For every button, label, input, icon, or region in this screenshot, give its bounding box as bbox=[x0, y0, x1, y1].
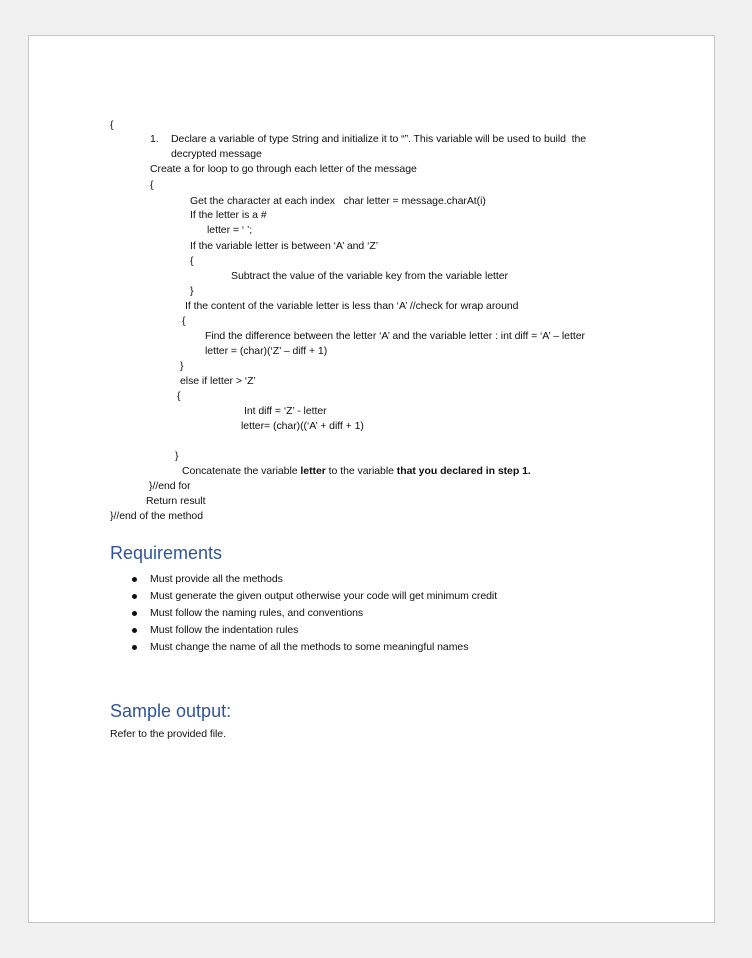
step1-number: 1. bbox=[150, 133, 159, 145]
requirement-item: Must change the name of all the methods to some meaningful names bbox=[150, 641, 469, 653]
get-char-line: Get the character at each index char letter = message.charAt(i) bbox=[190, 195, 486, 207]
end-for-line: }//end for bbox=[149, 480, 191, 492]
letter-z-line: letter = (char)(‘Z’ – diff + 1) bbox=[205, 345, 328, 357]
requirement-item: Must provide all the methods bbox=[150, 573, 283, 585]
bullet-icon bbox=[132, 577, 137, 582]
brace-close-3: } bbox=[190, 285, 194, 297]
brace-open-3: { bbox=[190, 255, 194, 267]
brace-open-2: { bbox=[150, 179, 154, 191]
concat-bold-letter: letter bbox=[300, 465, 326, 477]
if-less-line: If the content of the variable letter is less than ‘A’ //check for wrap around bbox=[185, 300, 519, 312]
bullet-icon bbox=[132, 645, 137, 650]
brace-close-5: } bbox=[175, 450, 179, 462]
concat-bold-step: that you declared in step 1. bbox=[396, 465, 531, 477]
subtract-line: Subtract the value of the variable key from the variable letter bbox=[231, 270, 508, 282]
concat-line bbox=[182, 464, 531, 479]
for-loop-line: Create a for loop to go through each letter of the message bbox=[150, 163, 417, 175]
if-hash-line: If the letter is a # bbox=[190, 209, 267, 221]
requirements-heading: Requirements bbox=[110, 543, 223, 563]
sample-output-text: Refer to the provided file. bbox=[110, 728, 226, 740]
requirement-item: Must generate the given output otherwise your code will get minimum credit bbox=[150, 590, 498, 602]
bullet-icon bbox=[132, 628, 137, 633]
requirement-item: Must follow the indentation rules bbox=[150, 624, 299, 636]
document-page bbox=[28, 35, 715, 923]
return-result-line: Return result bbox=[146, 495, 206, 507]
bullet-icon bbox=[132, 611, 137, 616]
brace-open-5: { bbox=[177, 390, 181, 402]
if-between-line: If the variable letter is between ‘A’ and ‘Z’ bbox=[190, 240, 379, 252]
concat-pre: Concatenate the variable bbox=[182, 465, 301, 477]
assign-space-line: letter = ‘ ’; bbox=[207, 224, 253, 236]
brace-open-4: { bbox=[182, 315, 186, 327]
brace-close-4: } bbox=[180, 360, 184, 372]
concat-mid: to the variable bbox=[325, 465, 397, 477]
else-if-line: else if letter > ‘Z’ bbox=[180, 375, 256, 387]
int-diff-line: Int diff = ‘Z’ - letter bbox=[244, 405, 327, 417]
step1-line2: decrypted message bbox=[171, 148, 262, 160]
find-diff-line: Find the difference between the letter ‘A’ and the variable letter : int diff = ‘A’ – letter bbox=[205, 330, 585, 342]
step1-line1: Declare a variable of type String and initialize it to “”. This variable will be used to build the bbox=[171, 133, 587, 145]
open-brace: { bbox=[110, 119, 114, 131]
end-method-line: }//end of the method bbox=[110, 510, 203, 522]
sample-output-heading: Sample output: bbox=[110, 701, 232, 721]
letter-a-line: letter= (char)((‘A’ + diff + 1) bbox=[241, 420, 364, 432]
bullet-icon bbox=[132, 594, 137, 599]
requirement-item: Must follow the naming rules, and conventions bbox=[150, 607, 364, 619]
